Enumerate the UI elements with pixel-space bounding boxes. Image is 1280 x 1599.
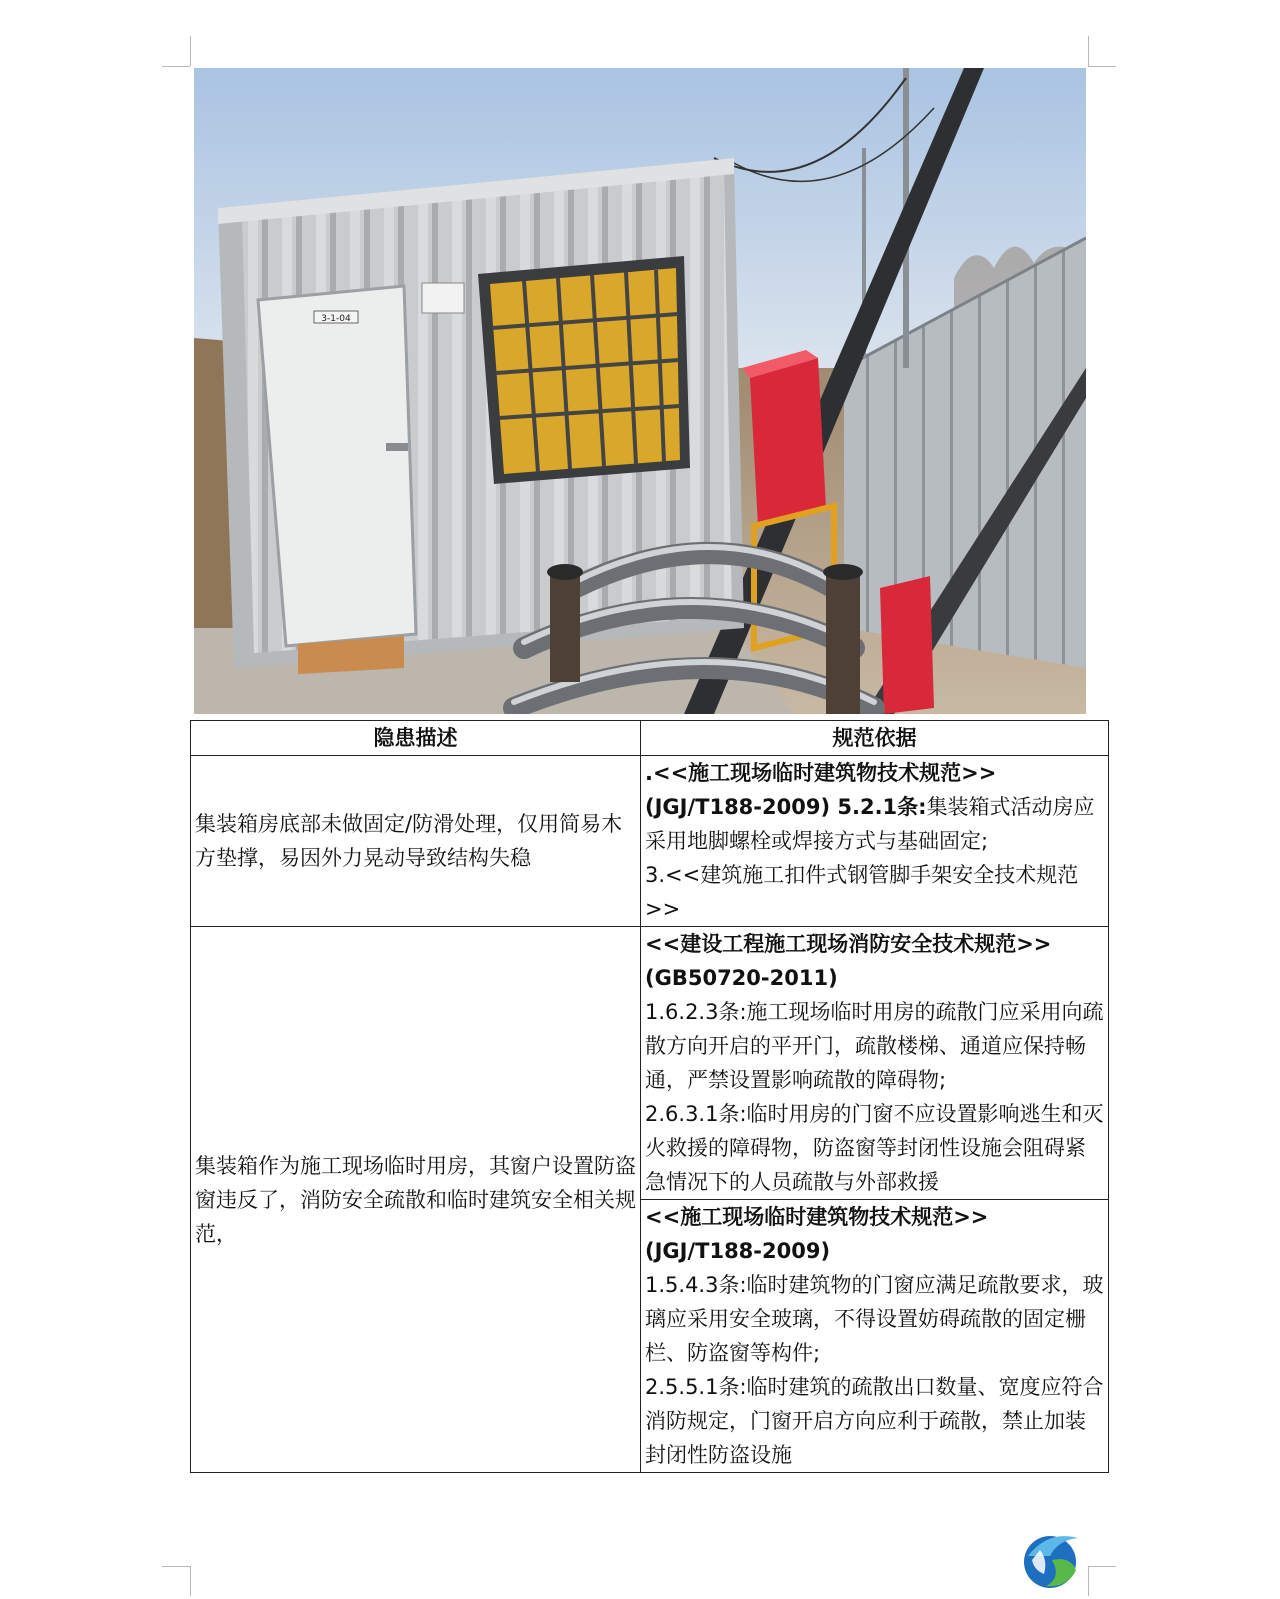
table-header-row (191, 721, 1109, 756)
crop-mark-top-right-h (1088, 66, 1116, 67)
crop-mark-top-left-v (190, 36, 191, 66)
table-row (191, 927, 1109, 1200)
hazard-description-2: 集装箱作为施工现场临时用房，其窗户设置防盗窗违反了，消防安全疏散和临时建筑安全相关规范， (191, 927, 641, 1473)
clause-text: 2.6.3.1条:临时用房的门窗不应设置影响逃生和灭火救援的障碍物，防盗窗等封闭性设施会阻碍紧急情况下的人员疏散与外部救援 (645, 1102, 1104, 1194)
door-number: 3-1-04 (321, 314, 351, 324)
table-row (191, 756, 1109, 927)
hazard-table (190, 720, 1109, 1473)
site-photo (194, 68, 1086, 714)
crop-mark-top-right-v (1088, 36, 1089, 66)
clause-title: <<建设工程施工现场消防安全技术规范>>(GB50720-2011) (645, 932, 1052, 990)
crop-mark-top-left-h (162, 66, 190, 67)
clause-text: 2.5.5.1条:临时建筑的疏散出口数量、宽度应符合消防规定，门窗开启方向应利于疏散，禁止加装封闭性防盗设施 (645, 1375, 1104, 1467)
clause-text: 1.5.4.3条:临时建筑物的门窗应满足疏散要求，玻璃应采用安全玻璃，不得设置妨碍疏散的固定栅栏、防盗窗等构件; (645, 1273, 1104, 1365)
clause-text: 3.<<建筑施工扣件式钢管脚手架安全技术规范>> (645, 863, 1079, 921)
crop-mark-bottom-right-v (1088, 1566, 1089, 1596)
regulation-basis-2a (641, 927, 1109, 1200)
header-regulation-basis: 规范依据 (641, 721, 1109, 756)
crop-mark-bottom-left-h (162, 1566, 190, 1567)
crop-mark-bottom-right-h (1088, 1566, 1116, 1567)
clause-title: <<施工现场临时建筑物技术规范>>(JGJ/T188-2009) (645, 1205, 989, 1263)
header-hazard-description: 隐患描述 (191, 721, 641, 756)
clause-title: .<<施工现场临时建筑物技术规范>>(JGJ/T188-2009) 5.2.1条: (645, 761, 997, 819)
hazard-description-1: 集装箱房底部未做固定/防滑处理，仅用简易木方垫撑，易因外力晃动导致结构失稳 (191, 756, 641, 927)
regulation-basis-1 (641, 756, 1109, 927)
clause-text: 集装箱式活动房应采用地脚螺栓或焊接方式与基础固定; (645, 795, 1095, 853)
clause-text: 1.6.2.3条:施工现场临时用房的疏散门应采用向疏散方向开启的平开门，疏散楼梯、通道应保持畅通，严禁设置影响疏散的障碍物; (645, 1000, 1104, 1092)
company-logo-icon (1018, 1526, 1086, 1590)
crop-mark-bottom-left-v (190, 1566, 191, 1596)
regulation-basis-2b (641, 1200, 1109, 1473)
